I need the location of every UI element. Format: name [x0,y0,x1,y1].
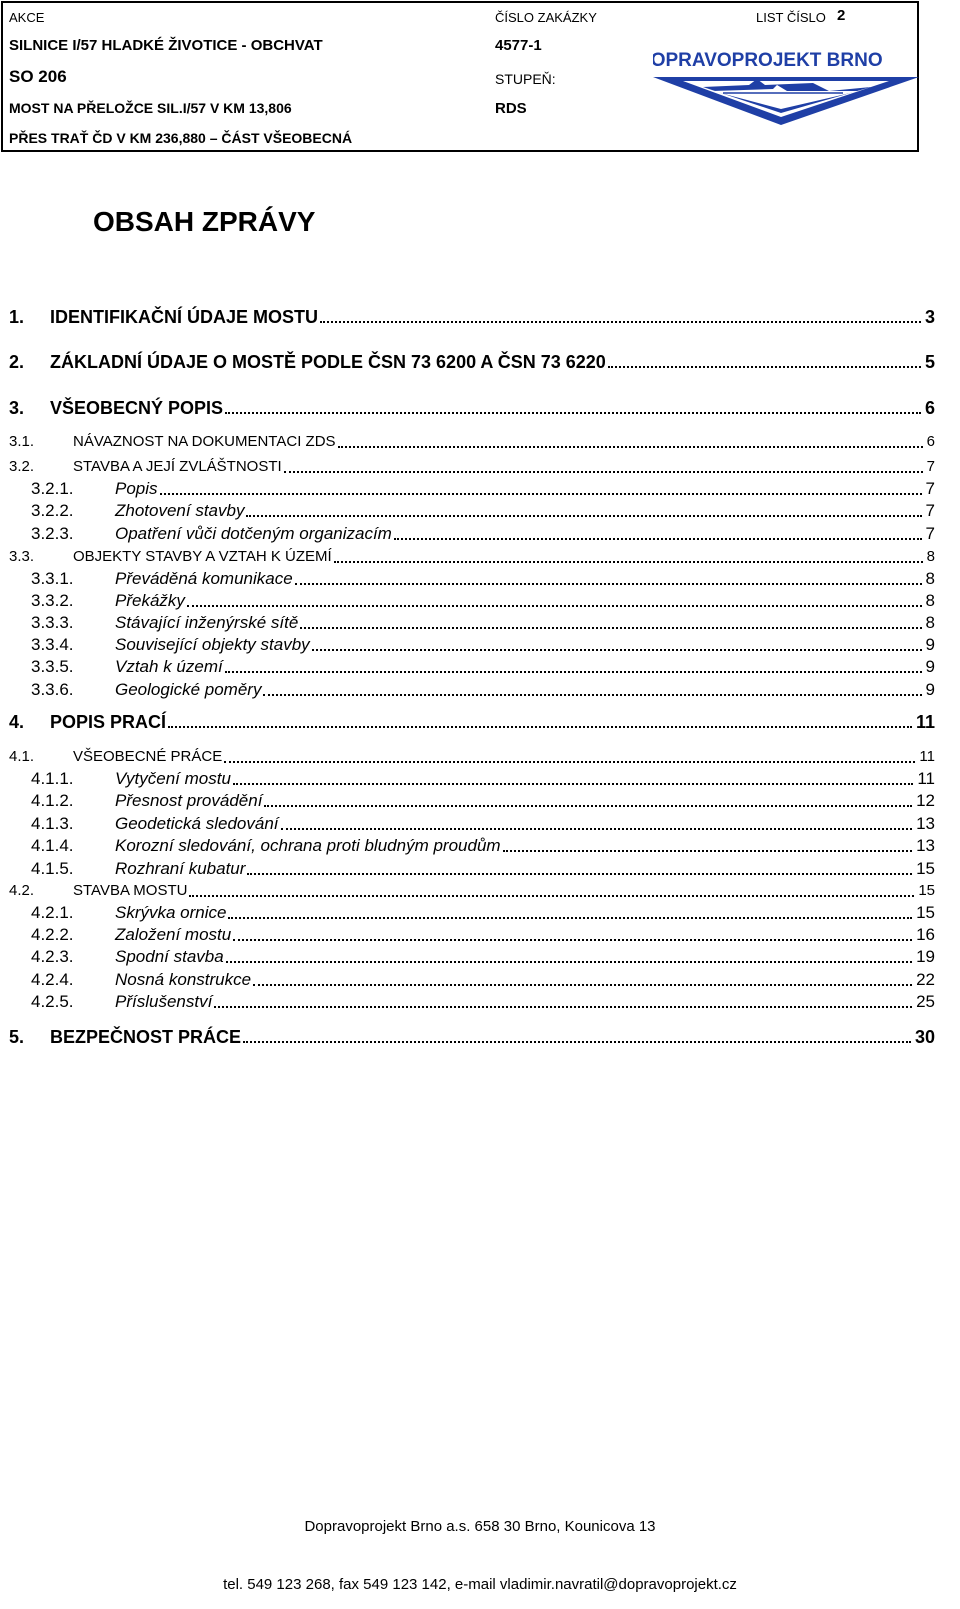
toc-entry-title: POPIS PRACÍ [50,712,167,732]
toc-dot-leader [320,321,921,323]
header-box [1,1,919,152]
toc-entry-page: 3 [924,307,935,327]
toc-entry-page: 22 [916,968,935,992]
toc-entry-number: 4. [9,712,25,732]
toc-entry-title: Rozhraní kubatur [115,857,245,881]
toc-entry-page: 7 [926,522,935,546]
toc-entry-page: 9 [926,655,935,679]
toc-entry[interactable] [9,611,960,635]
toc-dot-leader [187,605,922,607]
dopravoprojekt-logo [653,47,919,131]
toc-entry-number: 1. [9,307,25,327]
toc-entry-number: 4.2.3. [31,945,74,969]
toc-entry[interactable] [9,945,960,969]
toc-entry[interactable] [9,350,960,374]
toc-entry-title: Opatření vůči dotčeným organizacím [115,522,392,546]
toc-entry-number: 4.2.1. [31,901,74,925]
toc-entry-number: 3.2.2. [31,499,74,523]
toc-entry-title: Přesnost provádění [115,789,262,813]
toc-entry[interactable] [9,1025,960,1049]
toc-entry-page: 11 [917,767,935,791]
toc-entry-title: IDENTIFIKAČNÍ ÚDAJE MOSTU [50,307,319,327]
toc-entry-title: Překážky [115,589,185,613]
toc-dot-leader [225,671,922,673]
toc-dot-leader [300,627,921,629]
zakazka-value: 4577-1 [495,37,542,54]
toc-entry-page: 8 [926,589,935,613]
toc-entry[interactable] [9,499,960,523]
toc-entry-number: 4.1.5. [31,857,74,881]
cislo-zakazky-label: ČÍSLO ZAKÁZKY [495,10,597,25]
toc-entry-page: 7 [926,477,935,501]
toc-entry-title: OBJEKTY STAVBY A VZTAH K ÚZEMÍ [73,545,332,569]
toc-dot-leader [503,850,913,852]
toc-entry-page: 8 [926,611,935,635]
toc-entry-number: 3.3.4. [31,633,74,657]
toc-entry-title: Vytyčení mostu [115,767,231,791]
toc-entry-page: 19 [916,945,935,969]
toc-entry-page: 8 [926,567,935,591]
toc-entry-number: 3.2.1. [31,477,74,501]
toc-dot-leader [394,538,922,540]
toc-entry-number: 4.1.4. [31,834,74,858]
toc-entry-page: 13 [916,834,935,858]
toc-entry-number: 4.1. [9,745,34,769]
akce-line1: SILNICE I/57 HLADKÉ ŽIVOTICE - OBCHVAT [9,37,323,54]
toc-entry-number: 3.3.5. [31,655,74,679]
toc-entry-page: 25 [916,990,935,1014]
toc-entry[interactable] [9,879,960,903]
toc-entry-page: 16 [916,923,935,947]
toc-entry-page: 11 [919,745,935,769]
toc-entry-number: 4.2. [9,879,34,903]
toc-entry[interactable] [9,678,960,702]
toc-entry[interactable] [9,990,960,1014]
page-title: OBSAH ZPRÁVY [93,206,316,237]
toc-dot-leader [246,515,921,517]
toc-entry-number: 3.2.3. [31,522,74,546]
toc-entry-page: 7 [927,455,935,479]
toc-entry-title: ZÁKLADNÍ ÚDAJE O MOSTĚ PODLE ČSN 73 6200 A ČSN 73 6220 [50,352,606,372]
toc-entry-number: 3.3. [9,545,34,569]
toc-dot-leader [253,984,912,986]
logo-text: DOPRAVOPROJEKT BRNO [653,50,883,71]
toc-entry-title: Korozní sledování, ochrana proti bludným proudům [115,834,501,858]
toc-entry[interactable] [9,923,960,947]
toc-entry-title: STAVBA MOSTU [73,879,187,903]
toc-entry-number: 4.1.1. [31,767,74,791]
toc-dot-leader [247,873,912,875]
toc-entry-number: 3.3.3. [31,611,74,635]
toc-entry[interactable] [9,901,960,925]
akce-line3: MOST NA PŘELOŽCE SIL.I/57 V KM 13,806 [9,100,292,116]
toc-dot-leader [295,583,922,585]
toc-dot-leader [284,471,923,473]
toc-entry-title: Související objekty stavby [115,633,310,657]
toc-entry-title: BEZPEČNOST PRÁCE [50,1027,242,1047]
so-number: SO 206 [9,67,67,86]
toc-entry-number: 3.3.2. [31,589,74,613]
toc-dot-leader [233,783,913,785]
toc-entry-number: 4.2.4. [31,968,74,992]
toc-entry-page: 9 [926,678,935,702]
toc-entry[interactable] [9,834,960,858]
toc-dot-leader [264,805,912,807]
toc-dot-leader [263,694,921,696]
toc-entry[interactable] [9,655,960,679]
toc-dot-leader [334,561,923,563]
toc-entry[interactable] [9,767,960,791]
toc-dot-leader [243,1041,911,1043]
toc-entry[interactable] [9,522,960,546]
toc-entry-title: Nosná konstrukce [115,968,251,992]
toc-entry-number: 3. [9,398,25,418]
toc-entry[interactable] [9,789,960,813]
toc-dot-leader [214,1006,912,1008]
toc-entry-number: 4.1.2. [31,789,74,813]
toc-entry-page: 11 [915,712,935,732]
toc-entry-number: 3.2. [9,455,34,479]
toc-entry-title: NÁVAZNOST NA DOKUMENTACI ZDS [73,430,336,454]
footer-contact: tel. 549 123 268, fax 549 123 142, e-mail vladimir.navratil@dopravoprojekt.cz [223,1576,737,1593]
toc-entry-page: 30 [914,1027,935,1047]
toc-entry[interactable] [9,567,960,591]
toc-entry-title: Příslušenství [115,990,212,1014]
toc-entry-number: 3.1. [9,430,34,454]
toc-entry[interactable] [9,745,960,769]
toc-entry-title: Zhotovení stavby [115,499,244,523]
toc-entry-title: Geologické poměry [115,678,261,702]
toc-entry[interactable] [9,477,960,501]
toc-entry[interactable] [9,430,960,454]
toc-entry-page: 8 [927,545,935,569]
akce-line4: PŘES TRAŤ ČD V KM 236,880 – ČÁST VŠEOBECNÁ [9,130,353,146]
toc-entry[interactable] [9,396,960,420]
toc-entry-page: 7 [926,499,935,523]
toc-entry-page: 15 [916,857,935,881]
toc-entry-page: 15 [918,879,935,903]
toc-entry[interactable] [9,455,960,479]
toc-dot-leader [226,961,912,963]
stupen-label: STUPEŇ: [495,71,556,87]
toc-dot-leader [228,917,912,919]
toc-entry-title: Převáděná komunikace [115,567,293,591]
toc-entry-title: Založení mostu [115,923,231,947]
toc-entry-title: VŠEOBECNÉ PRÁCE [73,745,222,769]
toc-entry-title: Skrývka ornice [115,901,226,925]
toc-entry-title: Geodetická sledování [115,812,279,836]
toc-dot-leader [338,446,923,448]
stupen-value: RDS [495,100,527,117]
toc-entry[interactable] [9,710,960,734]
toc-dot-leader [225,412,921,414]
toc-entry-page: 5 [924,352,935,372]
akce-label: AKCE [9,10,45,25]
toc-dot-leader [224,761,915,763]
toc-entry[interactable] [9,812,960,836]
toc-entry[interactable] [9,633,960,657]
toc-entry-number: 5. [9,1027,25,1047]
toc-entry-page: 13 [916,812,935,836]
footer-address: Dopravoprojekt Brno a.s. 658 30 Brno, Kounicova 13 [304,1518,656,1535]
toc-entry-title: Spodní stavba [115,945,224,969]
toc-entry-title: VŠEOBECNÝ POPIS [50,398,224,418]
toc-dot-leader [608,366,921,368]
toc-entry-page: 9 [926,633,935,657]
list-cislo-value: 2 [837,7,846,24]
toc-dot-leader [168,726,912,728]
toc-entry-page: 6 [924,398,935,418]
toc-entry-number: 4.1.3. [31,812,74,836]
toc-entry[interactable] [9,305,960,329]
toc-entry[interactable] [9,545,960,569]
toc-dot-leader [233,939,912,941]
toc-entry-number: 3.3.6. [31,678,74,702]
toc-dot-leader [281,828,913,830]
toc-entry-number: 2. [9,352,25,372]
toc-entry[interactable] [9,857,960,881]
toc-entry[interactable] [9,589,960,613]
toc-dot-leader [160,493,922,495]
toc-dot-leader [312,649,922,651]
toc-entry-title: Stávající inženýrské sítě [115,611,298,635]
toc-entry-number: 4.2.2. [31,923,74,947]
toc-entry[interactable] [9,968,960,992]
toc-entry-number: 4.2.5. [31,990,74,1014]
list-cislo-label: LIST ČÍSLO [756,10,826,25]
toc-entry-title: STAVBA A JEJÍ ZVLÁŠTNOSTI [73,455,282,479]
toc-entry-number: 3.3.1. [31,567,74,591]
toc-entry-page: 12 [916,789,935,813]
toc-entry-title: Popis [115,477,158,501]
toc-dot-leader [189,895,914,897]
toc-entry-page: 15 [916,901,935,925]
toc-entry-page: 6 [927,430,935,454]
toc-entry-title: Vztah k území [115,655,223,679]
